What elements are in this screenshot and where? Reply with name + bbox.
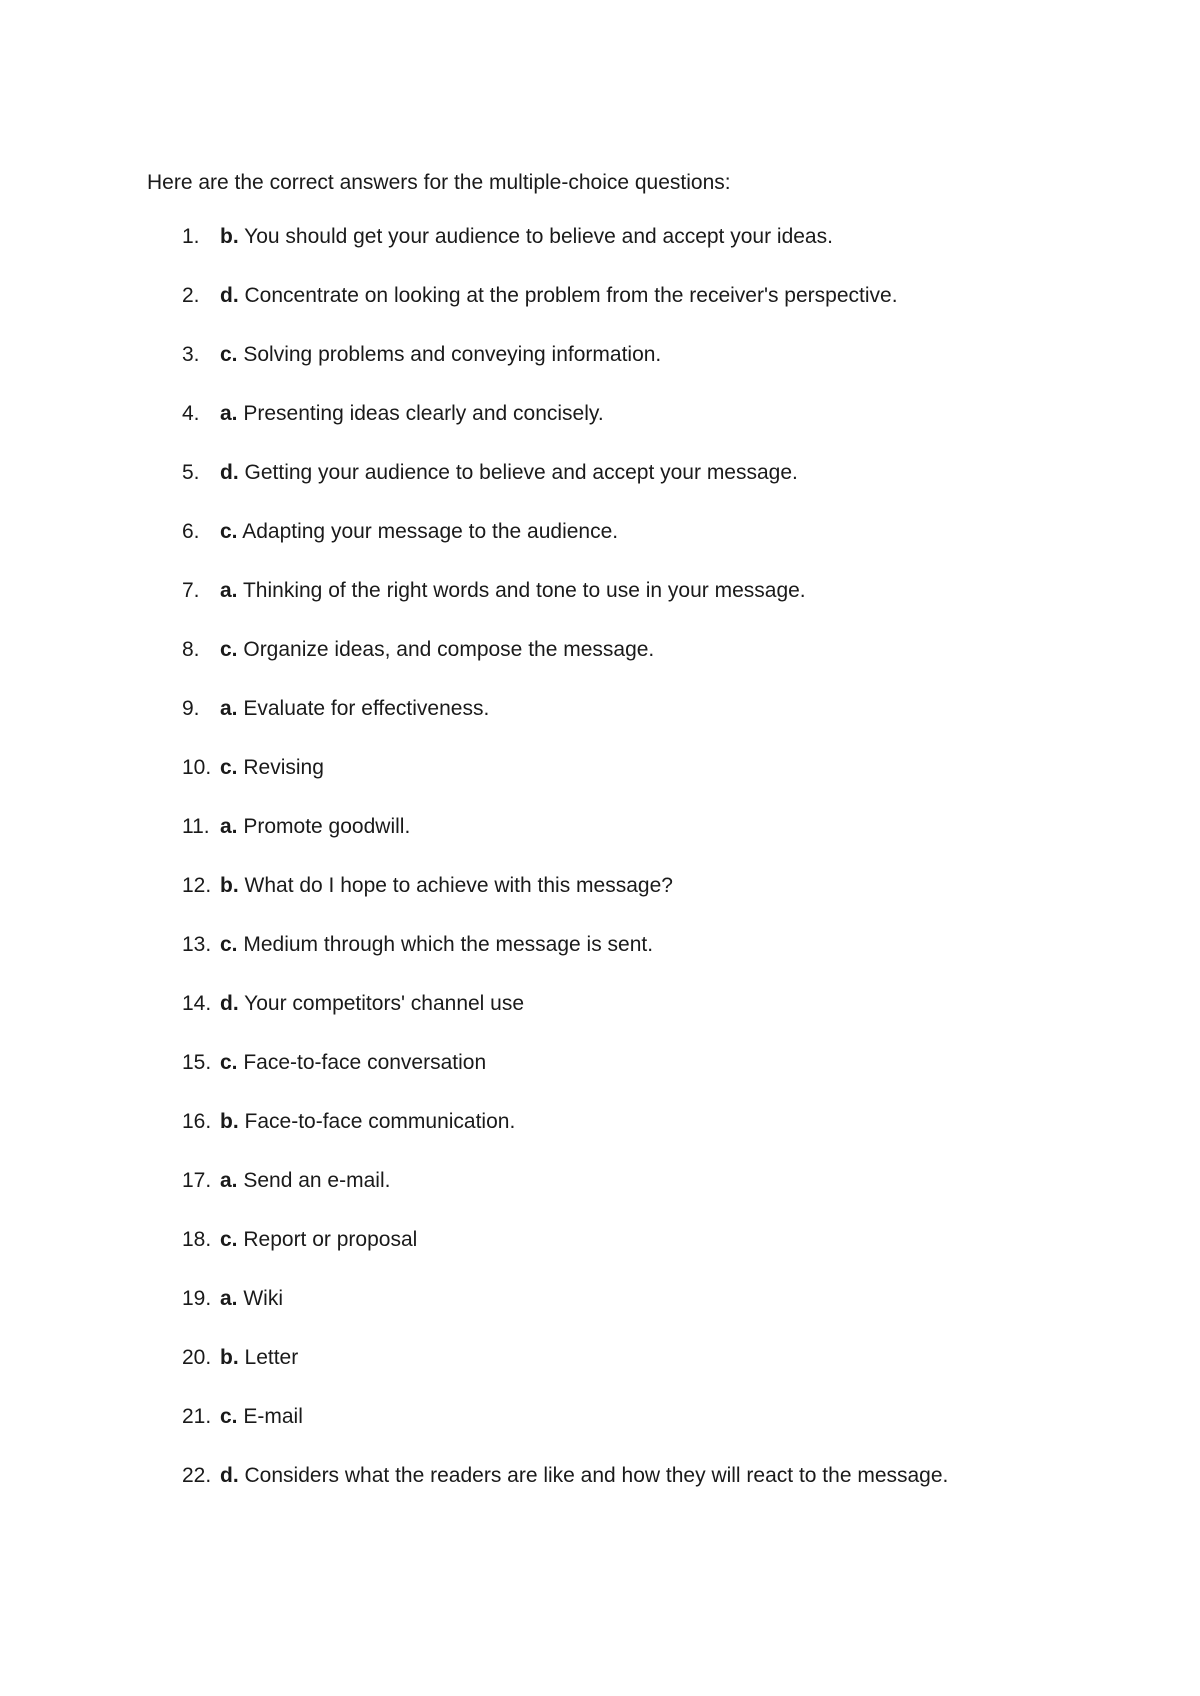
answer-letter: a. (220, 1287, 238, 1310)
answer-number: 2. (182, 284, 200, 307)
answer-text: Adapting your message to the audience. (242, 520, 619, 543)
answer-number: 8. (182, 638, 200, 661)
answer-body (220, 812, 410, 842)
list-item (0, 517, 1200, 576)
list-item (0, 753, 1200, 812)
list-item (0, 281, 1200, 340)
answer-body (220, 635, 654, 665)
answer-body (220, 1402, 303, 1432)
answer-letter: c. (220, 520, 238, 543)
answer-body (220, 1284, 283, 1314)
answer-text: Your competitors' channel use (244, 992, 525, 1015)
answer-letter: b. (220, 1110, 239, 1133)
answer-letter: c. (220, 1405, 238, 1428)
answer-number: 18. (182, 1228, 212, 1251)
answer-body (220, 930, 653, 960)
answer-number: 1. (182, 225, 200, 248)
answer-body (220, 222, 833, 252)
answer-body (220, 281, 898, 311)
list-item (0, 576, 1200, 635)
answer-number: 15. (182, 1051, 212, 1074)
answer-text: Wiki (243, 1287, 284, 1310)
answer-body (220, 694, 489, 724)
answer-letter: a. (220, 579, 238, 602)
list-item (0, 1048, 1200, 1107)
answer-number: 6. (182, 520, 200, 543)
list-item (0, 1402, 1200, 1461)
answer-text: What do I hope to achieve with this message? (244, 874, 673, 897)
answer-body (220, 458, 798, 488)
answer-text: Organize ideas, and compose the message. (243, 638, 655, 661)
answer-body (220, 399, 604, 429)
answer-letter: b. (220, 1346, 239, 1369)
list-item (0, 812, 1200, 871)
list-item (0, 222, 1200, 281)
answer-letter: c. (220, 638, 238, 661)
answer-number: 13. (182, 933, 212, 956)
list-item (0, 1461, 1200, 1520)
list-item (0, 1225, 1200, 1284)
answer-body (220, 753, 324, 783)
list-item (0, 1343, 1200, 1402)
answer-text: Getting your audience to believe and accept your message. (244, 461, 798, 484)
answer-body (220, 989, 524, 1019)
answer-body (220, 1225, 417, 1255)
intro-text: Here are the correct answers for the multiple-choice questions: (147, 171, 731, 194)
list-item (0, 458, 1200, 517)
list-item (0, 1166, 1200, 1225)
answer-text: Letter (244, 1346, 299, 1369)
answer-number: 17. (182, 1169, 212, 1192)
list-item (0, 340, 1200, 399)
answer-letter: c. (220, 756, 238, 779)
answer-letter: d. (220, 1464, 239, 1487)
answer-text: Thinking of the right words and tone to use in your message. (242, 579, 806, 602)
answer-number: 5. (182, 461, 200, 484)
answer-number: 10. (182, 756, 212, 779)
answer-number: 9. (182, 697, 200, 720)
answer-text: Evaluate for effectiveness. (243, 697, 490, 720)
answer-text: Send an e-mail. (243, 1169, 391, 1192)
answer-text: Considers what the readers are like and how they will react to the message. (244, 1464, 949, 1487)
list-item (0, 871, 1200, 930)
answer-body (220, 871, 673, 901)
answer-body (220, 1048, 486, 1078)
answer-number: 3. (182, 343, 200, 366)
answer-body (220, 517, 618, 547)
list-item (0, 989, 1200, 1048)
answer-text: E-mail (243, 1405, 303, 1428)
answer-list (0, 222, 1200, 1520)
answer-letter: b. (220, 874, 239, 897)
answer-number: 14. (182, 992, 212, 1015)
answer-number: 19. (182, 1287, 212, 1310)
answer-text: Report or proposal (243, 1228, 418, 1251)
answer-letter: c. (220, 1228, 238, 1251)
list-item (0, 1284, 1200, 1343)
answer-letter: a. (220, 815, 238, 838)
answer-letter: c. (220, 933, 238, 956)
answer-letter: b. (220, 225, 239, 248)
list-item (0, 930, 1200, 989)
list-item (0, 694, 1200, 753)
answer-letter: d. (220, 992, 239, 1015)
answer-letter: d. (220, 284, 239, 307)
answer-text: Concentrate on looking at the problem from the receiver's perspective. (244, 284, 898, 307)
answer-letter: a. (220, 402, 238, 425)
answer-number: 4. (182, 402, 200, 425)
answer-number: 16. (182, 1110, 212, 1133)
answer-body (220, 1343, 298, 1373)
answer-text: You should get your audience to believe and accept your ideas. (244, 225, 833, 248)
answer-number: 12. (182, 874, 212, 897)
answer-text: Promote goodwill. (243, 815, 411, 838)
list-item (0, 635, 1200, 694)
answer-body (220, 340, 661, 370)
answer-letter: a. (220, 1169, 238, 1192)
answer-letter: c. (220, 1051, 238, 1074)
answer-text: Face-to-face communication. (244, 1110, 516, 1133)
list-item (0, 1107, 1200, 1166)
answer-number: 22. (182, 1464, 212, 1487)
answer-number: 20. (182, 1346, 212, 1369)
answer-letter: c. (220, 343, 238, 366)
list-item (0, 399, 1200, 458)
answer-text: Solving problems and conveying information. (243, 343, 662, 366)
answer-text: Medium through which the message is sent. (243, 933, 654, 956)
answer-number: 21. (182, 1405, 212, 1428)
answer-number: 11. (182, 815, 210, 838)
answer-text: Revising (243, 756, 324, 779)
answer-text: Presenting ideas clearly and concisely. (243, 402, 604, 425)
answer-number: 7. (182, 579, 200, 602)
answer-body (220, 1166, 390, 1196)
answer-letter: d. (220, 461, 239, 484)
answer-body (220, 576, 806, 606)
answer-body (220, 1461, 948, 1491)
answer-body (220, 1107, 515, 1137)
answer-text: Face-to-face conversation (243, 1051, 487, 1074)
answer-letter: a. (220, 697, 238, 720)
